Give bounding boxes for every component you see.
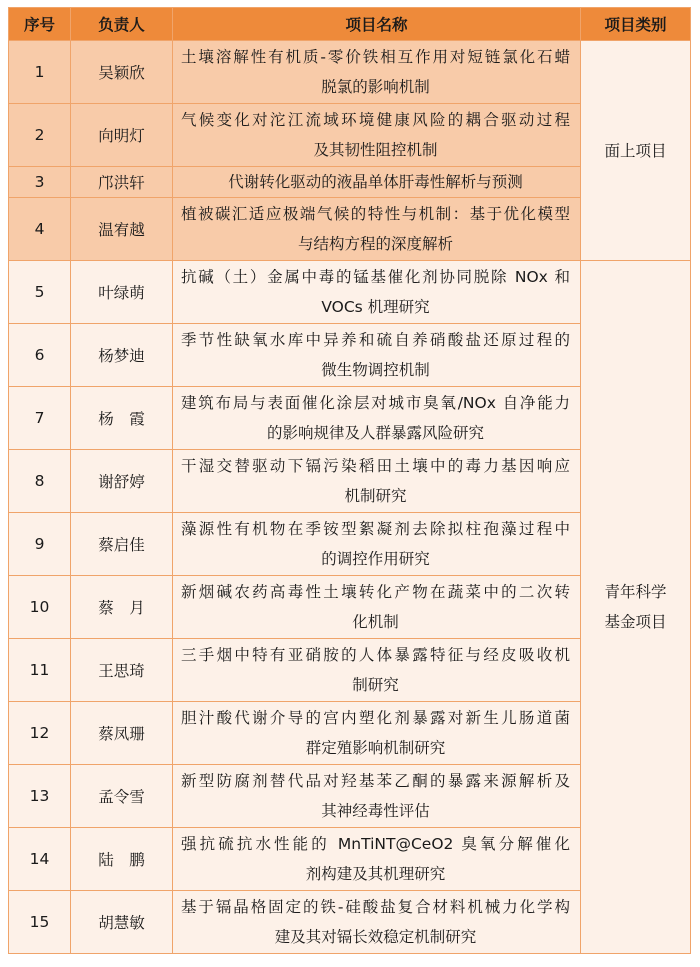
project-name-line2: 剂构建及其机理研究 <box>305 865 446 883</box>
row-project-name <box>173 513 581 576</box>
row-number: 2 <box>9 104 71 167</box>
project-name-line1: 基于镉晶格固定的铁-硅酸盐复合材料机械力化学构 <box>181 898 570 916</box>
row-project-name <box>173 828 581 891</box>
row-project-name <box>173 576 581 639</box>
project-name-line1: 强抗硫抗水性能的 MnTiNT@CeO2 臭氧分解催化 <box>181 835 570 853</box>
row-owner: 杨梦迪 <box>71 324 173 387</box>
project-name-line1: 土壤溶解性有机质-零价铁相互作用对短链氯化石蜡 <box>181 48 570 66</box>
row-number: 8 <box>9 450 71 513</box>
row-project-name <box>173 765 581 828</box>
project-name-line1: 藻源性有机物在季铵型絮凝剂去除拟柱孢藻过程中 <box>181 520 570 538</box>
header-owner: 负责人 <box>71 8 173 41</box>
row-number: 7 <box>9 387 71 450</box>
row-owner: 蔡凤珊 <box>71 702 173 765</box>
project-name-line1: 胆汁酸代谢介导的宫内塑化剂暴露对新生儿肠道菌 <box>181 709 570 727</box>
row-project-name <box>173 324 581 387</box>
row-owner: 蔡 月 <box>71 576 173 639</box>
project-name-line2: 的影响规律及人群暴露风险研究 <box>266 424 484 442</box>
project-name-line1: 季节性缺氧水库中异养和硫自养硝酸盐还原过程的 <box>181 331 570 349</box>
row-owner: 温宥越 <box>71 198 173 261</box>
category-face-project: 面上项目 <box>581 41 691 261</box>
project-name-line1: 三手烟中特有亚硝胺的人体暴露特征与经皮吸收机 <box>181 646 570 664</box>
project-name-line2: 微生物调控机制 <box>321 361 430 379</box>
project-name-line1: 干湿交替驱动下镉污染稻田土壤中的毒力基因响应 <box>181 457 570 475</box>
project-name-line1: 新烟碱农药高毒性土壤转化产物在蔬菜中的二次转 <box>181 583 570 601</box>
header-row <box>9 8 691 41</box>
row-project-name <box>173 450 581 513</box>
project-name-line1: 气候变化对沱江流域环境健康风险的耦合驱动过程 <box>181 111 570 129</box>
project-name-line1: 抗碱（土）金属中毒的锰基催化剂协同脱除 NOx 和 <box>181 268 570 286</box>
table-row <box>9 261 691 324</box>
row-project-name <box>173 104 581 167</box>
row-owner: 孟令雪 <box>71 765 173 828</box>
row-number: 4 <box>9 198 71 261</box>
header-no: 序号 <box>9 8 71 41</box>
project-name-line2: 群定殖影响机制研究 <box>305 739 446 757</box>
project-name-line2: 建及其对镉长效稳定机制研究 <box>274 928 477 946</box>
row-owner: 吴颖欣 <box>71 41 173 104</box>
row-project-name <box>173 167 581 198</box>
project-table <box>8 7 691 954</box>
project-name-line1: 植被碳汇适应极端气候的特性与机制：基于优化模型 <box>181 205 570 223</box>
category-youth-fund <box>581 261 691 954</box>
project-name-line1: 新型防腐剂替代品对羟基苯乙酮的暴露来源解析及 <box>181 772 570 790</box>
row-project-name <box>173 702 581 765</box>
row-project-name <box>173 41 581 104</box>
row-number: 3 <box>9 167 71 198</box>
row-owner: 蔡启佳 <box>71 513 173 576</box>
row-owner: 胡慧敏 <box>71 891 173 954</box>
row-number: 9 <box>9 513 71 576</box>
category-youth-line2: 基金项目 <box>604 613 667 631</box>
row-number: 12 <box>9 702 71 765</box>
row-owner: 向明灯 <box>71 104 173 167</box>
header-name: 项目名称 <box>173 8 581 41</box>
row-owner: 王思琦 <box>71 639 173 702</box>
row-project-name <box>173 387 581 450</box>
project-name-line2: 其神经毒性评估 <box>321 802 430 820</box>
project-name-line2: 化机制 <box>352 613 399 631</box>
project-name-line2: 机制研究 <box>344 487 407 505</box>
category-youth-line1: 青年科学 <box>604 583 667 601</box>
project-name-line2: 脱氯的影响机制 <box>321 78 430 96</box>
row-owner: 杨 霞 <box>71 387 173 450</box>
project-name-line2: 的调控作用研究 <box>321 550 430 568</box>
row-number: 11 <box>9 639 71 702</box>
row-number: 6 <box>9 324 71 387</box>
row-owner: 邝洪轩 <box>71 167 173 198</box>
header-category: 项目类别 <box>581 8 691 41</box>
row-number: 15 <box>9 891 71 954</box>
row-owner: 陆 鹏 <box>71 828 173 891</box>
row-project-name <box>173 198 581 261</box>
row-owner: 叶绿萌 <box>71 261 173 324</box>
row-number: 13 <box>9 765 71 828</box>
row-number: 10 <box>9 576 71 639</box>
project-name-line2: 及其韧性阻控机制 <box>313 141 438 159</box>
row-number: 1 <box>9 41 71 104</box>
project-name-line1: 建筑布局与表面催化涂层对城市臭氧/NOx 自净能力 <box>181 394 570 412</box>
project-name-line1: 代谢转化驱动的液晶单体肝毒性解析与预测 <box>228 173 523 191</box>
row-project-name <box>173 891 581 954</box>
row-number: 5 <box>9 261 71 324</box>
row-owner: 谢舒婷 <box>71 450 173 513</box>
project-name-line2: VOCs 机理研究 <box>321 298 430 316</box>
row-project-name <box>173 639 581 702</box>
project-name-line2: 制研究 <box>352 676 399 694</box>
row-project-name <box>173 261 581 324</box>
row-number: 14 <box>9 828 71 891</box>
table-row <box>9 41 691 104</box>
project-name-line2: 与结构方程的深度解析 <box>297 235 453 253</box>
